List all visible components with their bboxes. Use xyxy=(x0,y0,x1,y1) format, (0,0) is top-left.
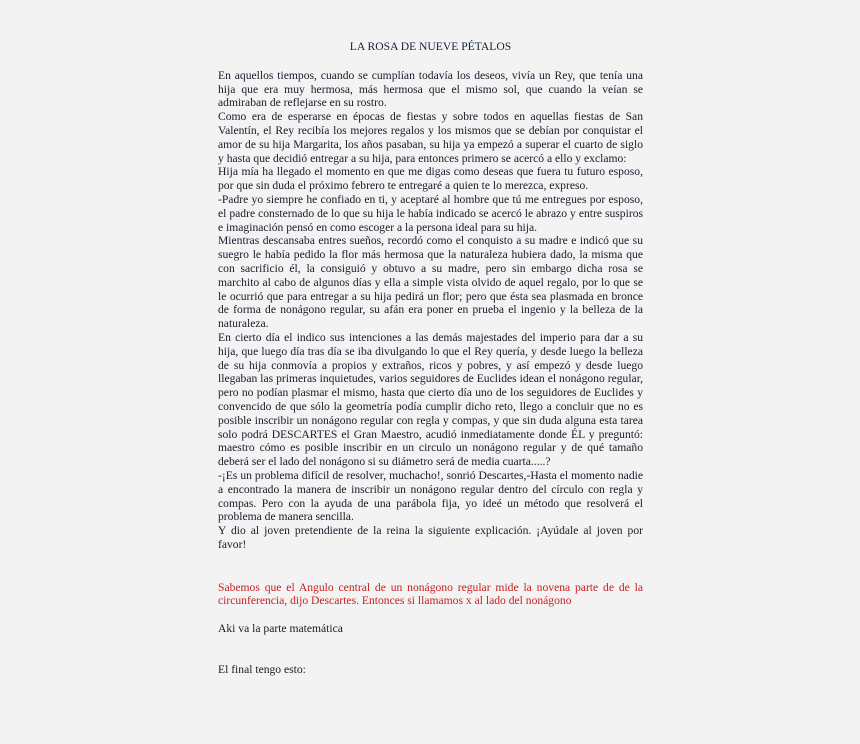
paragraph-san-valentin: Como era de esperarse en épocas de fiestas y sobre todos en aquellas fiestas de San Valentín, el Rey recibía los mejores regalos y los mismos que se debían por conquistar el amor de su hija Margarita, los años pasaban, su hija ya empezó a superar el cuarto de siglo y hasta que decidió entregar a su hija, para entonces primero se acercó a ello y exclamo: xyxy=(218,110,643,165)
paragraph-descartes: -¡Es un problema difícil de resolver, muchacho!, sonrió Descartes,-Hasta el momento nadie a encontrado la manera de inscribir un nonágono regular dentro del círculo con regla y compas. Pero con la ayuda de una parábola fija, yo ideé un método que resolverá el problema de manera sencilla. xyxy=(218,468,643,524)
document-title: LA ROSA DE NUEVE PÉTALOS xyxy=(349,40,512,53)
paragraph-king-speech: Hija mía ha llegado el momento en que me digas como deseas que fuera tu futuro esposo, por que sin duda el próximo febrero te entregaré a quien te lo merezca, expreso. xyxy=(218,165,643,193)
document-body xyxy=(218,40,643,677)
paragraph-intro: En aquellos tiempos, cuando se cumplían todavía los deseos, vivía un Rey, que tenía una hija que era muy hermosa, más hermosa que el mismo sol, que cuando la veían se admiraban de reflejarse en su rostro. xyxy=(218,68,643,110)
paragraph-dream: Mientras descansaba entres sueños, recordó como el conquisto a su madre e indicó que su suegro le había pedido la flor más hermosa que la naturaleza hubiera dado, la misma que con sacrificio él, la consiguió y obtuvo a su madre, pero sin embargo dicha rosa se marchito al cabo de algunos días y ella a simple vista olvido de aquel regalo, por lo que se le ocurrió que para entregar a su hija pedirá un flor; pero que ésta sea plasmada en bronce de forma de nonágono regular, su afán era poner en prueba el ingenio y la belleza de la naturaleza. xyxy=(218,234,643,331)
math-placeholder-note: Aki va la parte matemática xyxy=(218,622,343,636)
final-note: El final tengo esto: xyxy=(218,663,306,677)
paragraph-explanation: Y dio al joven pretendiente de la reina la siguiente explicación. ¡Ayúdale al joven por favor! xyxy=(218,524,643,551)
paragraph-euclides: En cierto día el indico sus intenciones a las demás majestades del imperio para dar a su hija, que luego día tras día se iba divulgando lo que el Rey quería, y desde luego la belleza de su hija conmovía a propios y extraños, ricos y pobres, y así empezó y desde luego llegaban las primeras inquietudes, varios seguidores de Euclides idean el nonágono regular, pero no podían plasmar el mismo, hasta que cierto día uno de los seguidores de Euclides y convencido de que sólo la geometría podía cumplir dicho reto, llego a concluir que no es posible inscribir un nonágono regular con regla y compas, y que sin duda alguna esta tarea solo podrá DESCARTES el Gran Maestro, acudió inmediatamente donde ÉL y preguntó: maestro cómo es posible inscribir en un circulo un nonágono regular y de qué tamaño deberá ser el lado del nonágono si su diámetro será de media cuarta.....? xyxy=(218,330,643,469)
paragraph-daughter-reply: -Padre yo siempre he confiado en ti, y aceptaré al hombre que tú me entregues por esposo, el padre consternado de lo que su hija le había indicado se acercó le abrazo y entre suspiros e imaginación pensó en como escoger a la persona ideal para su hija. xyxy=(218,192,643,234)
paragraph-angle-red: Sabemos que el Angulo central de un nonágono regular mide la novena parte de de la circunferencia, dijo Descartes. Entonces si llamamos x al lado del nonágono xyxy=(218,580,643,608)
